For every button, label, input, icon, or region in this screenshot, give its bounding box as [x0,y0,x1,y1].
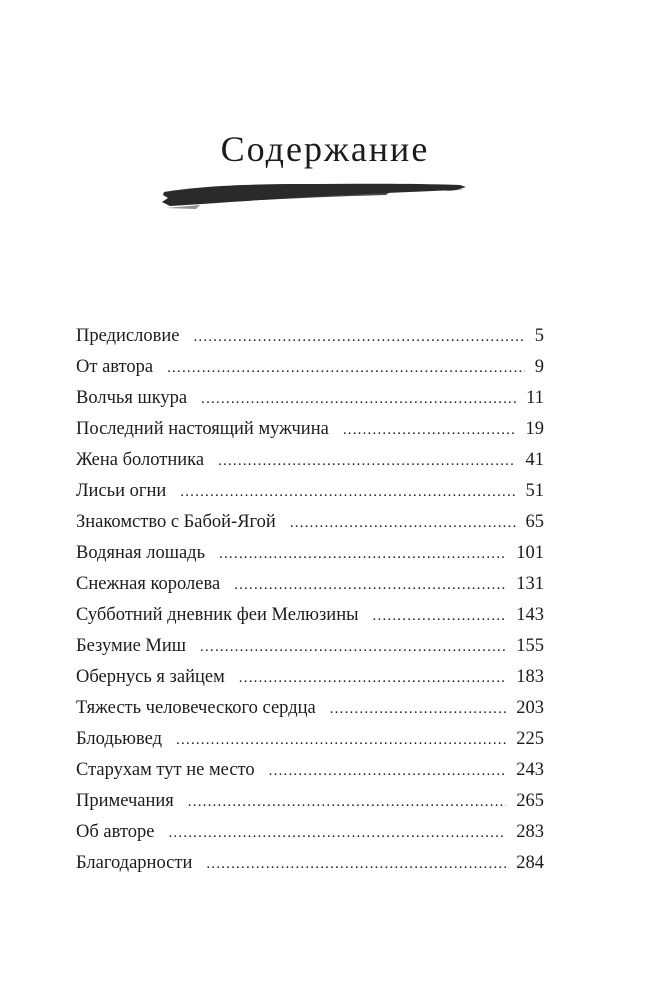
toc-entry[interactable] [76,631,544,662]
toc-dot-leader [219,539,506,570]
toc-entry-title: Снежная королева [76,574,221,594]
toc-entry-page-number: 183 [516,667,544,687]
toc-entry-page-number: 101 [516,543,544,563]
toc-entry[interactable] [76,321,544,352]
toc-entry-page-number: 155 [516,636,544,656]
toc-entry[interactable] [76,755,544,786]
toc-entry[interactable] [76,817,544,848]
toc-entry-title: Об авторе [76,822,155,842]
toc-entry-page-number: 284 [516,853,544,873]
toc-dot-leader [218,446,515,477]
toc-entry-page-number: 41 [525,450,544,470]
toc-entry-page-number: 225 [516,729,544,749]
toc-entry-page-number: 265 [516,791,544,811]
toc-dot-leader [343,415,516,446]
toc-dot-leader [200,632,506,663]
toc-entry-title: Субботний дневник феи Мелюзины [76,605,359,625]
toc-entry-title: Водяная лошадь [76,543,206,563]
toc-entry[interactable] [76,662,544,693]
toc-entry-title: Тяжесть человеческого сердца [76,698,316,718]
toc-entry-page-number: 283 [516,822,544,842]
toc-entry[interactable] [76,445,544,476]
toc-entry-title: От автора [76,357,154,377]
toc-dot-leader [168,818,506,849]
toc-entry-page-number: 5 [534,326,544,346]
toc-entry[interactable] [76,786,544,817]
toc-entry-title: Старухам тут не место [76,760,255,780]
toc-entry[interactable] [76,600,544,631]
page-title: Содержание [220,129,430,169]
toc-dot-leader [373,601,507,632]
toc-entry-title: Предисловие [76,326,180,346]
toc-entry-title: Блодьювед [76,729,163,749]
brush-stroke-divider [160,178,470,212]
toc-dot-leader [330,694,507,725]
toc-entry-page-number: 143 [516,605,544,625]
toc-entry[interactable] [76,476,544,507]
toc-entry-page-number: 203 [516,698,544,718]
toc-entry-page-number: 131 [516,574,544,594]
toc-dot-leader [206,849,506,880]
toc-dot-leader [180,477,515,508]
toc-entry-page-number: 9 [534,357,544,377]
toc-entry-title: Лисьи огни [76,481,167,501]
toc-dot-leader [239,663,506,694]
toc-entry[interactable] [76,724,544,755]
toc-entry-title: Благодарности [76,853,193,873]
toc-entry-page-number: 11 [526,388,544,408]
toc-dot-leader [234,570,506,601]
toc-entry[interactable] [76,693,544,724]
toc-entry-page-number: 19 [525,419,544,439]
toc-entry-title: Обернусь я зайцем [76,667,225,687]
toc-entry-title: Жена болотника [76,450,205,470]
toc-entry-page-number: 51 [525,481,544,501]
toc-entry[interactable] [76,352,544,383]
toc-entry[interactable] [76,414,544,445]
toc-entry-title: Волчья шкура [76,388,188,408]
toc-entry-title: Примечания [76,791,174,811]
toc-entry-page-number: 243 [516,760,544,780]
table-of-contents [76,321,544,879]
toc-dot-leader [176,725,506,756]
toc-dot-leader [188,787,506,818]
toc-entry-title: Безумие Миш [76,636,187,656]
toc-entry[interactable] [76,569,544,600]
toc-dot-leader [193,322,524,353]
toc-entry-page-number: 65 [525,512,544,532]
toc-dot-leader [269,756,507,787]
toc-entry[interactable] [76,848,544,879]
toc-entry[interactable] [76,507,544,538]
toc-entry-title: Знакомство с Бабой-Ягой [76,512,276,532]
toc-entry[interactable] [76,383,544,414]
toc-entry-title: Последний настоящий мужчина [76,419,329,439]
toc-entry[interactable] [76,538,544,569]
toc-dot-leader [167,353,525,384]
toc-dot-leader [201,384,516,415]
toc-dot-leader [290,508,516,539]
